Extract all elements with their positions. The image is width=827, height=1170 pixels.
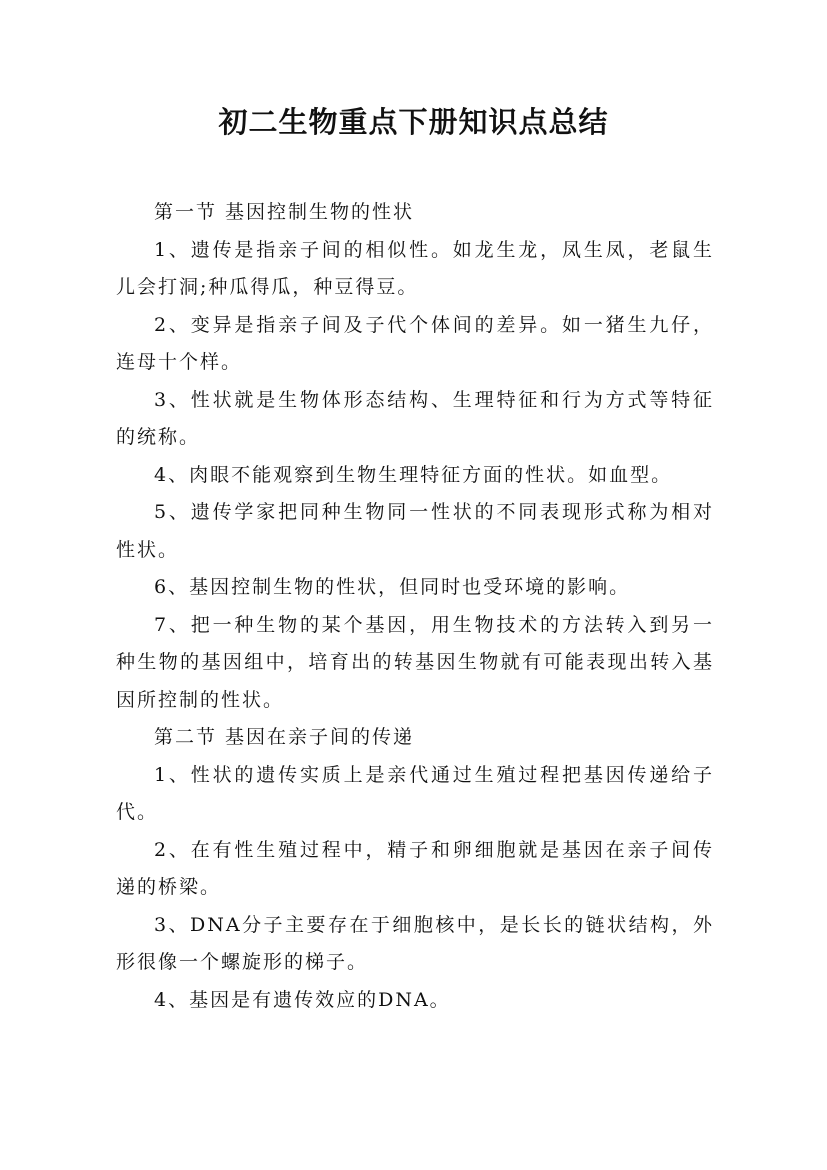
paragraph-1-4: 4、肉眼不能观察到生物生理特征方面的性状。如血型。 xyxy=(154,463,673,486)
paragraph-1-1: 1、遗传是指亲子间的相似性。如龙生龙，凤生凤，老鼠生儿会打洞;种瓜得瓜，种豆得豆。 xyxy=(116,238,714,298)
paragraph-1-3: 3、性状就是生物体形态结构、生理特征和行为方式等特征的统称。 xyxy=(116,388,714,448)
document-body xyxy=(116,194,714,1019)
paragraph-2-3: 3、DNA分子主要存在于细胞核中，是长长的链状结构，外形很像一个螺旋形的梯子。 xyxy=(116,913,714,973)
paragraph-2-2: 2、在有性生殖过程中，精子和卵细胞就是基因在亲子间传递的桥梁。 xyxy=(116,838,714,898)
paragraph-1-5: 5、遗传学家把同种生物同一性状的不同表现形式称为相对性状。 xyxy=(116,501,714,561)
paragraph-1-6: 6、基因控制生物的性状，但同时也受环境的影响。 xyxy=(154,576,631,598)
document-title: 初二生物重点下册知识点总结 xyxy=(218,105,609,139)
section-heading-1: 第一节 基因控制生物的性状 xyxy=(154,201,415,223)
paragraph-1-2: 2、变异是指亲子间及子代个体间的差异。如一猪生九仔，连母十个样。 xyxy=(116,313,714,373)
paragraph-1-7: 7、把一种生物的某个基因，用生物技术的方法转入到另一种生物的基因组中，培育出的转基因生物就有可能表现出转入基因所控制的性状。 xyxy=(116,613,714,711)
section-heading-2: 第二节 基因在亲子间的传递 xyxy=(154,726,415,748)
paragraph-2-4: 4、基因是有遗传效应的DNA。 xyxy=(154,988,451,1011)
paragraph-2-1: 1、性状的遗传实质上是亲代通过生殖过程把基因传递给子代。 xyxy=(116,763,714,823)
